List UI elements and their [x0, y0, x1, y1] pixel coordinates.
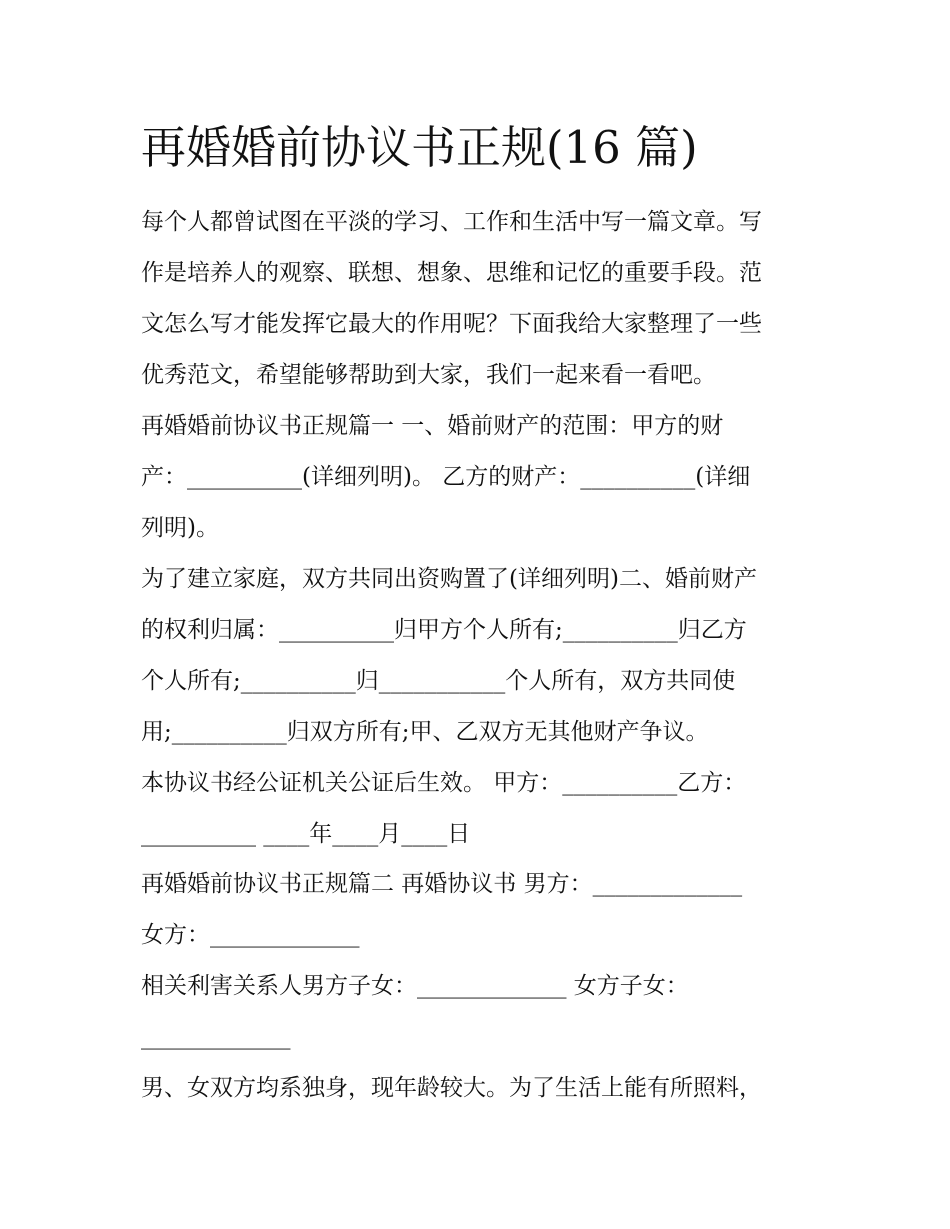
paragraph-line: 的权利归属：__________归甲方个人所有;__________归乙方 [141, 617, 747, 643]
paragraph-line: 文怎么写才能发挥它最大的作用呢？下面我给大家整理了一些 [141, 311, 762, 337]
paragraph-line: 产：__________(详细列明)。 乙方的财产：__________(详细 [141, 464, 751, 490]
document-title: 再婚婚前协议书正规(16 篇) [141, 121, 698, 174]
paragraph-line: 为了建立家庭，双方共同出资购置了(详细列明)二、婚前财产 [141, 566, 757, 592]
paragraph-line: 再婚婚前协议书正规篇一 一、婚前财产的范围：甲方的财 [141, 413, 724, 439]
paragraph-line: 相关利害关系人男方子女：_____________ 女方子女： [141, 973, 689, 999]
paragraph-line: _____________ [141, 1024, 291, 1050]
paragraph-line: 男、女双方均系独身，现年龄较大。为了生活上能有所照料， [141, 1075, 762, 1101]
paragraph-line: 再婚婚前协议书正规篇二 再婚协议书 男方：_____________ [141, 871, 743, 897]
paragraph-line: 个人所有;__________归___________个人所有，双方共同使 [141, 668, 736, 694]
paragraph-line: 列明)。 [141, 515, 219, 541]
paragraph-line: 每个人都曾试图在平淡的学习、工作和生活中写一篇文章。写 [141, 209, 762, 235]
paragraph-line: 优秀范文，希望能够帮助到大家，我们一起来看一看吧。 [141, 362, 716, 388]
paragraph-line: 本协议书经公证机关公证后生效。 甲方：__________乙方： [141, 770, 747, 796]
paragraph-line: __________ ____年____月____日 [141, 821, 471, 847]
paragraph-line: 作是培养人的观察、联想、想象、思维和记忆的重要手段。范 [141, 260, 762, 286]
paragraph-line: 用;__________归双方所有;甲、乙双方无其他财产争议。 [141, 719, 709, 745]
paragraph-line: 女方：_____________ [141, 922, 360, 948]
